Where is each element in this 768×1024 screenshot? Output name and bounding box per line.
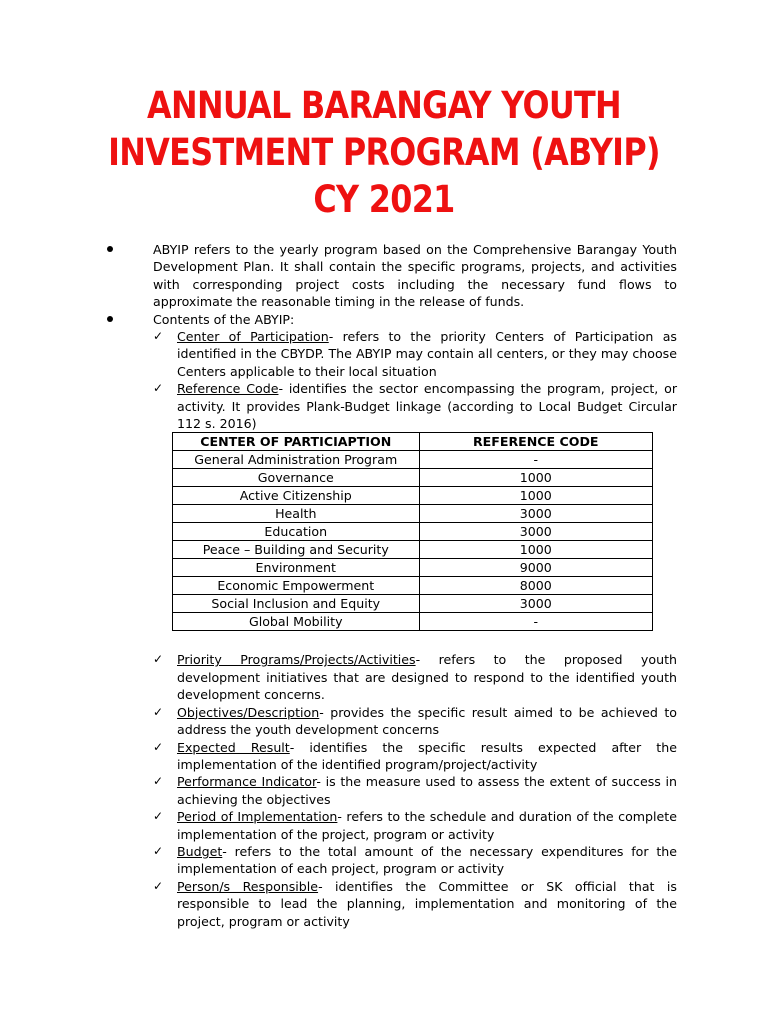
table-cell: 3000 [419,523,652,541]
document-body [107,241,677,930]
table-cell: - [419,613,652,631]
term-definition: - provides the specific result aimed to be achieved to address the youth development concerns [177,704,677,738]
check-list-item [153,651,677,703]
title-line-3: CY 2021 [313,178,455,221]
check-list-item [153,380,677,432]
check-list-item [153,843,677,878]
center-of-participation-table [172,432,653,631]
table-cell: Economic Empowerment [173,577,420,595]
checkmark-icon: ✓ [153,809,164,824]
bullet-text: ABYIP refers to the yearly program based on the Comprehensive Barangay Youth Development Plan. It shall contain the specific programs, projects, and activities with corresponding project costs including the necessary fund flows to approximate the reasonable timing in the release of funds. [153,242,677,310]
checkmark-icon: ✓ [153,381,164,396]
table-cell: 1000 [419,487,652,505]
checkmark-icon: ✓ [153,843,164,858]
term-definition: - refers to the total amount of the necessary expenditures for the implementation of each project, program or activity [177,843,677,877]
term-definition: - refers to the priority Centers of Participation as identified in the CBYDP. The ABYIP may contain all centers, or they may choose Centers applicable to their local situation [177,329,677,379]
document-title [54,82,714,223]
checkmark-icon: ✓ [153,329,164,344]
term-definition: - identifies the sector encompassing the program, project, or activity. It provides Plank-Budget linkage (according to Local Budget Circular 112 s. 2016) [177,381,677,432]
table-row [173,577,653,595]
table-cell: 8000 [419,577,652,595]
term-label: Center of Participation [177,329,329,345]
table-cell: Environment [173,559,420,577]
term-label: Budget [177,843,223,859]
checkmark-icon: ✓ [153,704,164,719]
term-definition: - identifies the specific results expected after the implementation of the identified program/project/activity [177,739,677,772]
table-row [173,505,653,523]
term-label: Performance Indicator [177,774,317,790]
bullet-dot-icon [107,246,113,252]
table-row [173,613,653,631]
title-line-2: INVESTMENT PROGRAM (ABYIP) [108,131,660,174]
check-list-item [153,328,677,380]
table-cell: - [419,451,652,469]
bullet-text: Contents of the ABYIP: [153,311,295,327]
table-cell: Social Inclusion and Equity [173,595,420,613]
title-line-1: ANNUAL BARANGAY YOUTH [147,84,621,127]
column-header: REFERENCE CODE [419,433,652,451]
term-label: Priority Programs/Projects/Activities [177,652,416,668]
term-label: Objectives/Description [177,704,320,720]
table-cell: Global Mobility [173,613,420,631]
table-row [173,595,653,613]
table-cell: 1000 [419,469,652,487]
contents-list-continued [153,651,677,930]
table-cell: Governance [173,469,420,487]
bullet-item [107,311,677,328]
bullet-dot-icon [107,316,113,322]
checkmark-icon: ✓ [153,774,164,789]
table-cell: Health [173,505,420,523]
check-list-item [153,878,677,930]
checkmark-icon: ✓ [153,878,164,893]
term-label: Expected Result [177,739,290,755]
table-cell: General Administration Program [173,451,420,469]
checkmark-icon: ✓ [153,739,164,754]
term-definition: - is the measure used to assess the extent of success in achieving the objectives [177,774,677,807]
check-list-item [153,739,677,774]
table-cell: Education [173,523,420,541]
check-list-item [153,704,677,739]
table-cell: 1000 [419,541,652,559]
check-list-item [153,808,677,843]
table-row [173,541,653,559]
table-cell: 3000 [419,595,652,613]
table-row [173,559,653,577]
term-label: Period of Implementation [177,809,338,825]
table-cell: Active Citizenship [173,487,420,505]
table-cell: 9000 [419,559,652,577]
table-cell: Peace – Building and Security [173,541,420,559]
table-cell: 3000 [419,505,652,523]
table-row [173,451,653,469]
column-header: CENTER OF PARTICIAPTION [173,433,420,451]
term-definition: - refers to the proposed youth development initiatives that are designed to respond to the identified youth development concerns. [177,652,677,703]
table-header-row [173,433,653,451]
table-row [173,487,653,505]
contents-list [153,328,677,432]
term-label: Reference Code [177,381,279,397]
table-row [173,469,653,487]
term-definition: - refers to the schedule and duration of the complete implementation of the project, program or activity [177,809,677,842]
term-definition: - identifies the Committee or SK official that is responsible to lead the planning, implementation and monitoring of the project, program or activity [177,878,677,929]
term-label: Person/s Responsible [177,878,319,894]
checkmark-icon: ✓ [153,652,164,667]
check-list-item [153,773,677,808]
bullet-item [107,241,677,311]
table-row [173,523,653,541]
